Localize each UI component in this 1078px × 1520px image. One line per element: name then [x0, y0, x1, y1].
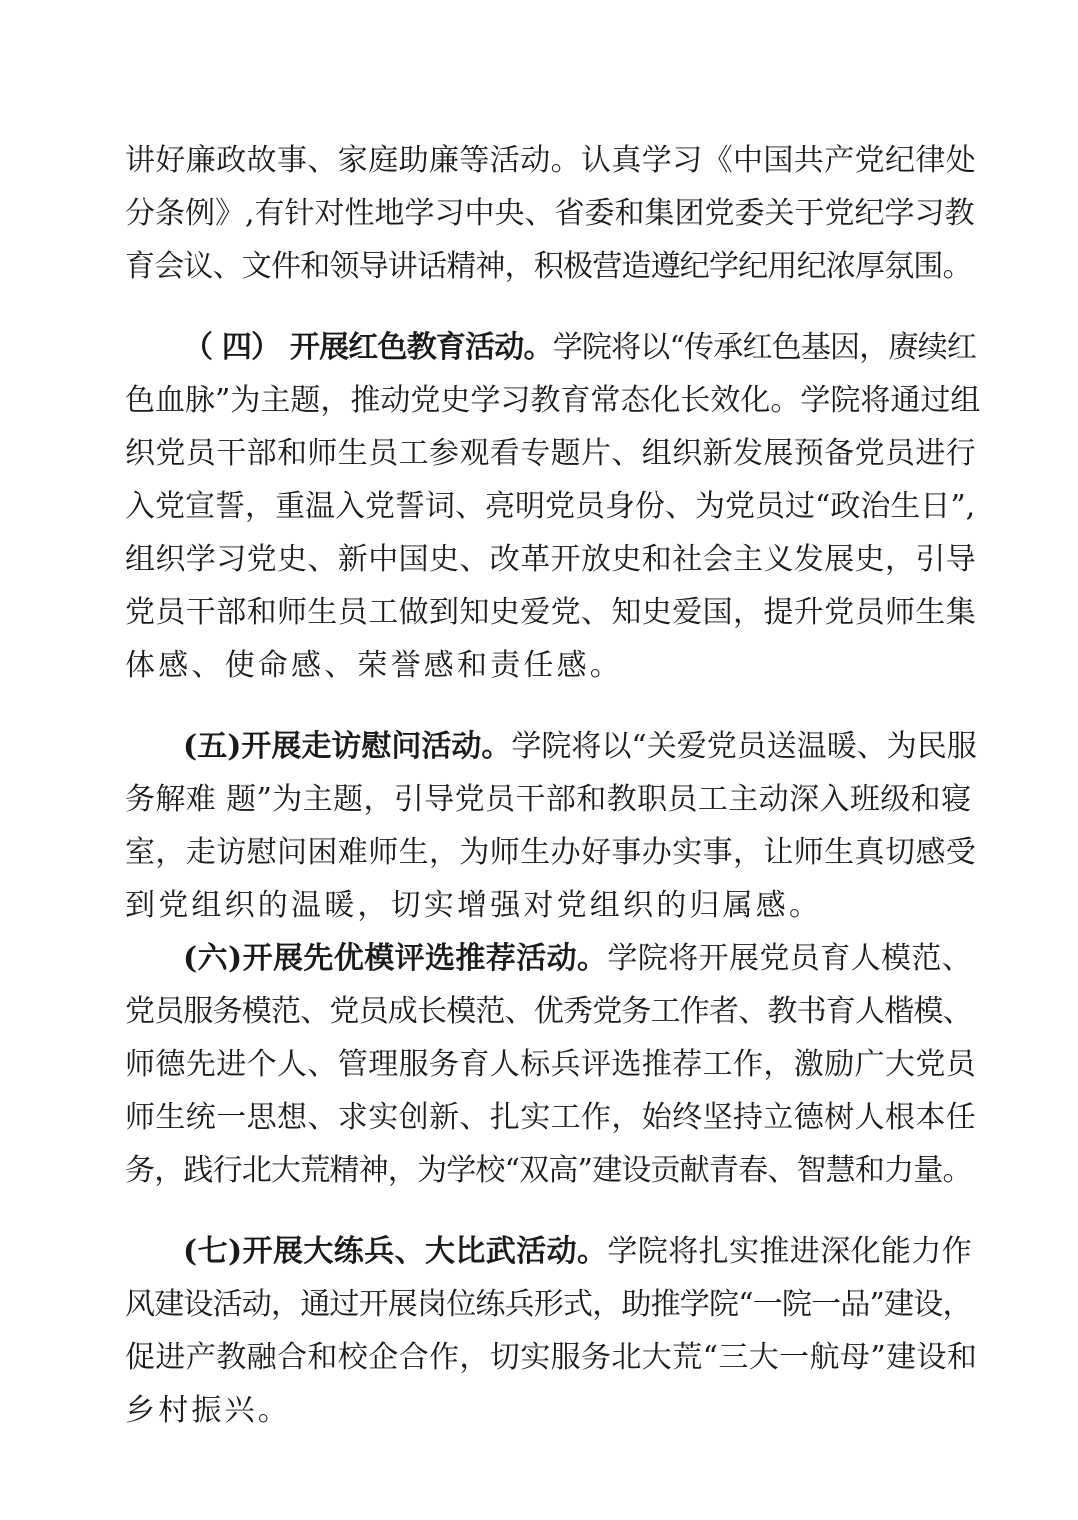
text-line: 讲好廉政故事、家庭助廉等活动。认真学习《中国共产党纪律处: [125, 143, 977, 178]
text-line: [125, 321, 980, 374]
paragraph-section-6: [125, 932, 980, 1197]
text-line: 分条例》,有针对性地学习中央、省委和集团党委关于党纪学习教: [125, 196, 975, 231]
text-line: 体感、使命感、荣誉感和责任感。: [125, 648, 623, 683]
section-heading: (六)开展先优模评选推荐活动。: [183, 941, 608, 976]
text-line: 党员干部和师生员工做到知史爱党、知史爱国，提升党员师生集: [125, 595, 977, 630]
text-line: 乡村振兴。: [125, 1393, 291, 1428]
document-body: [125, 134, 980, 1437]
text-line: [125, 1225, 980, 1278]
paragraph-section-4: [125, 321, 980, 692]
section-heading: (七)开展大练兵、大比武活动。: [183, 1234, 608, 1269]
paragraph-section-7: [125, 1225, 980, 1437]
section-lead-text: 学院将以“关爱党员送温暖、为民服: [511, 729, 977, 764]
text-line: 风建设活动，通过开展岗位练兵形式，助推学院“一院一品”建设，: [125, 1287, 972, 1322]
text-line: 育会议、文件和领导讲话精神，积极营造遵纪学纪用纪浓厚氛围。: [125, 249, 972, 284]
text-line: [125, 720, 980, 773]
text-line: 师德先进个人、管理服务育人标兵评选推荐工作，激励广大党员: [125, 1047, 977, 1082]
text-line: 色血脉”为主题，推动党史学习教育常态化长效化。学院将通过组: [125, 383, 981, 418]
text-line: 室，走访慰问困难师生，为师生办好事办实事，让师生真切感受: [125, 835, 977, 870]
section-lead-text: 学院将扎实推进深化能力作: [607, 1234, 973, 1269]
section-lead-text: 学院将以“传承红色基因，赓续红: [552, 330, 977, 365]
text-line: 组织学习党史、新中国史、改革开放史和社会主义发展史，引导: [125, 542, 977, 577]
text-line: 党员服务模范、党员成长模范、优秀党务工作者、教书育人楷模、: [125, 994, 972, 1029]
text-line: 师生统一思想、求实创新、扎实工作，始终坚持立德树人根本任: [125, 1100, 977, 1135]
section-heading: （ 四） 开展红色教育活动。: [183, 330, 553, 365]
text-line: 到党组织的温暖，切实增强对党组织的归属感。: [125, 888, 823, 923]
text-line: 务解难 题”为主题，引导党员干部和教职员工主动深入班级和寝: [125, 782, 972, 817]
paragraph-section-5: [125, 720, 980, 932]
paragraph-1: [125, 134, 980, 293]
text-line: 务，践行北大荒精神，为学校“双高”建设贡献青春、智慧和力量。: [125, 1153, 972, 1188]
text-line: [125, 932, 980, 985]
text-line: 入党宣誓，重温入党誓词、亮明党员身份、为党员过“政治生日”,: [125, 489, 976, 524]
text-line: 促进产教融合和校企合作，切实服务北大荒“三大一航母”建设和: [125, 1340, 978, 1375]
section-heading: (五)开展走访慰问活动。: [183, 729, 512, 764]
section-lead-text: 学院将开展党员育人模范、: [607, 941, 973, 976]
text-line: 织党员干部和师生员工参观看专题片、组织新发展预备党员进行: [125, 436, 977, 471]
